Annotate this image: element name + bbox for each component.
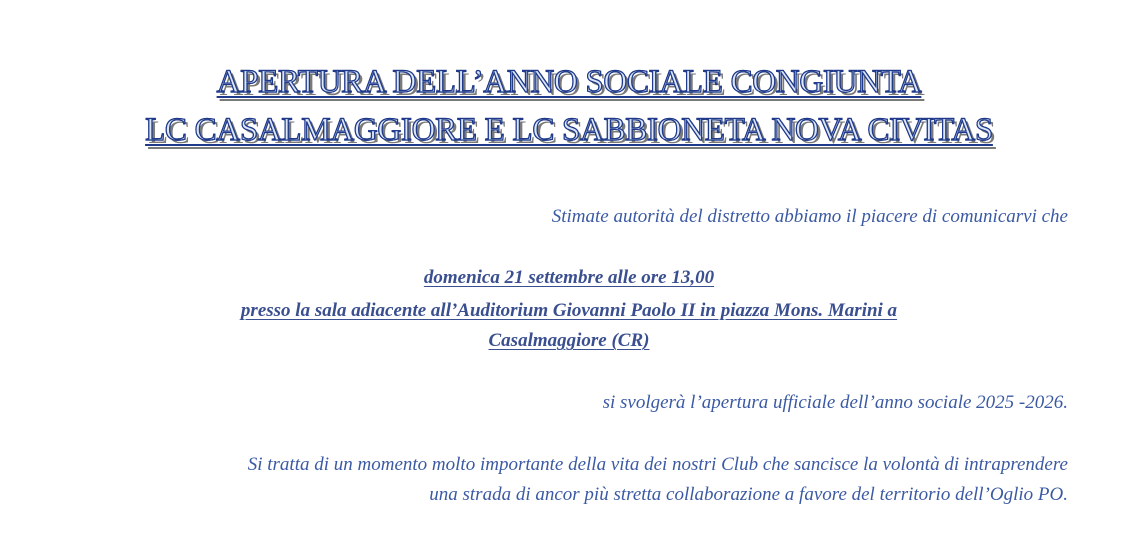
event-location-line-1: presso la sala adiacente all’Auditorium Giovanni Paolo II in piazza Mons. Marini a: [240, 300, 898, 321]
closing-paragraph-line-2: una strada di ancor più stretta collaborazione a favore del territorio dell’Oglio PO.: [429, 484, 1068, 505]
intro-paragraph: Stimate autorità del distretto abbiamo il piacere di comunicarvi che: [551, 206, 1068, 227]
opening-paragraph: si svolgerà l’apertura ufficiale dell’anno sociale 2025 -2026.: [602, 392, 1068, 413]
event-date: domenica 21 settembre alle ore 13,00: [423, 267, 715, 288]
document-title-line-2: LC CASALMAGGIORE E LC SABBIONETA NOVA CIVITAS: [145, 112, 993, 148]
closing-paragraph-line-1: Si tratta di un momento molto importante della vita dei nostri Club che sancisce la volontà di intraprendere: [247, 454, 1068, 475]
event-location-line-2: Casalmaggiore (CR): [488, 330, 650, 351]
document-title-line-1: APERTURA DELL’ANNO SOCIALE CONGIUNTA: [216, 64, 922, 100]
